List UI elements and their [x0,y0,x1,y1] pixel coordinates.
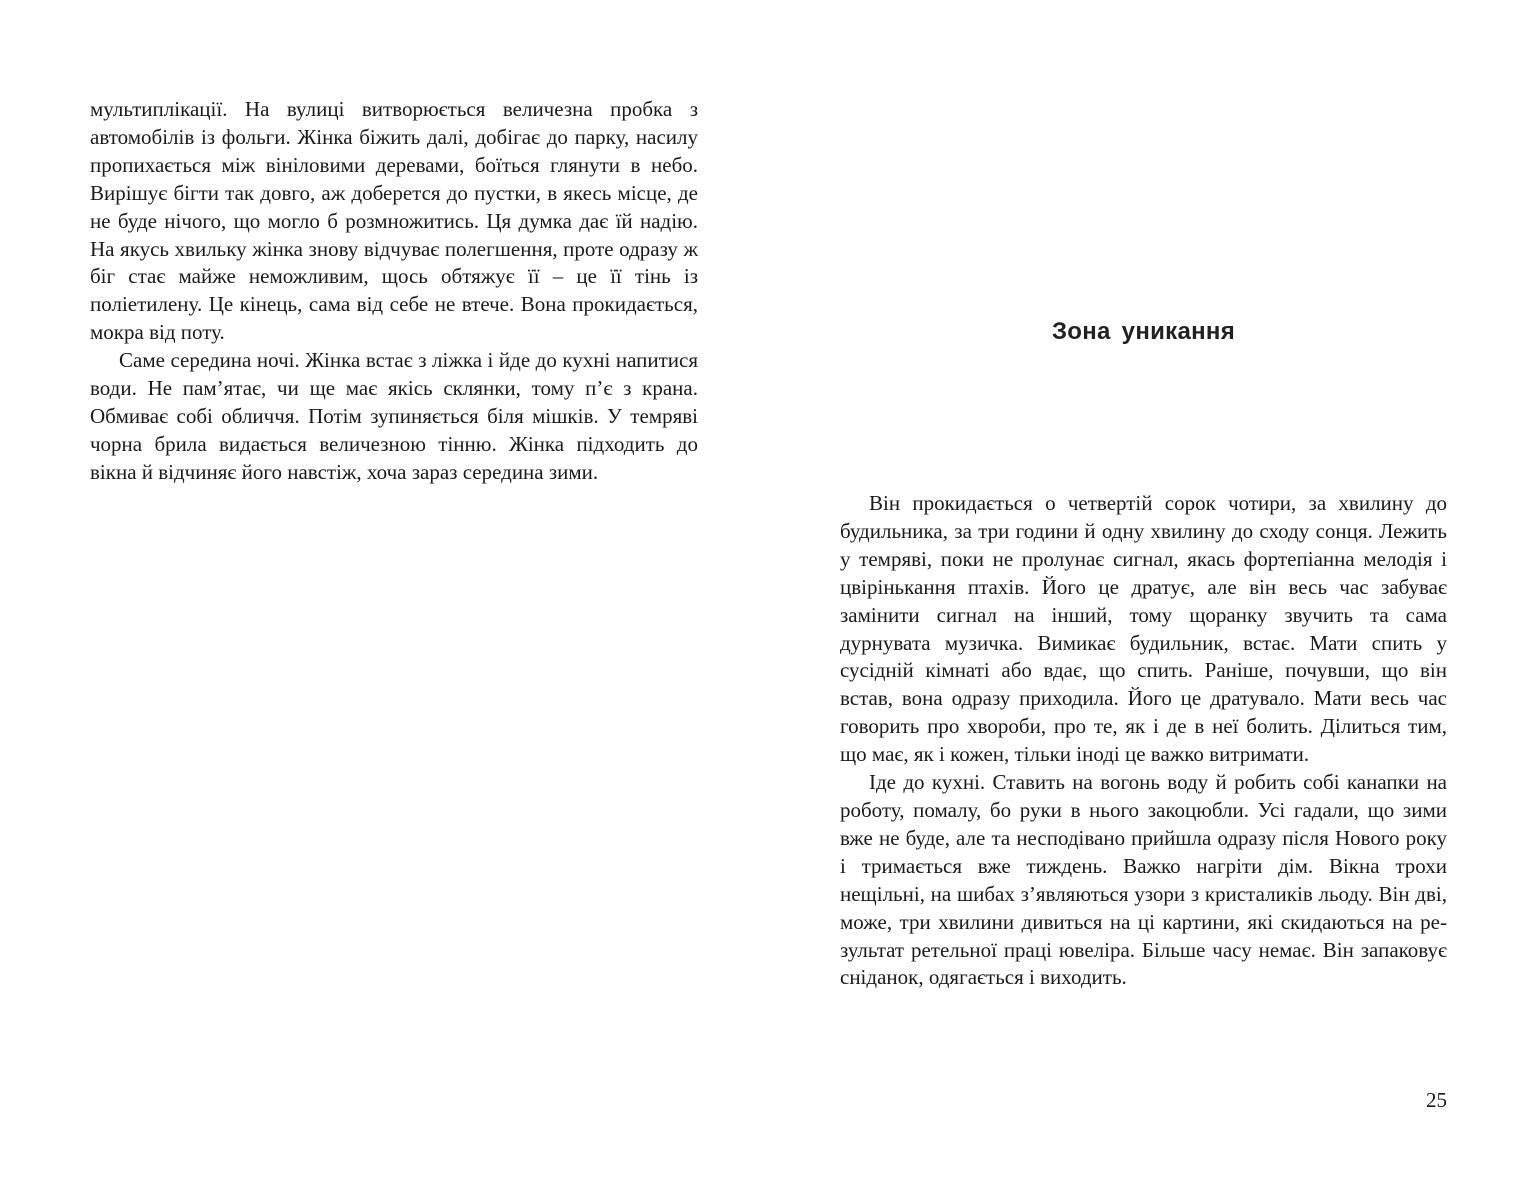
page-number: 25 [1426,1088,1447,1112]
right-page-text [840,490,1447,992]
left-page-text [90,96,698,487]
left-paragraph-1: мультиплікації. На вулиці витворюється величезна пробка з автомобілів із фольги. Жінка біжить далі, добігає до парку, насилу пропихається між вініловими деревами, боїться глянути в небо. Вирішує бігти так довго, аж доберется до пустки, в якесь місце, де не буде нічого, що могло б розмножитись. Ця думка дає їй надію. На якусь хвильку жінка знову відчуває полегшення, проте одразу ж біг стає майже неможливим, щось обтяжує її – це її тінь із поліетилену. Це кінець, сама від себе не втече. Вона прокидається, мокра від поту. [90,97,698,345]
right-paragraph-2: Іде до кухні. Ставить на вогонь воду й робить собі канапки на роботу, помалу, бо руки в нього закоцюбли. Усі гадали, що зими вже не буде, але та несподівано прийшла одразу після Нового року і тримається вже тиждень. Важко нагріти дім. Вікна трохи нещільні, на шибах з’являються узори з кристаликів льоду. Він дві, може, три хвилини дивиться на ці картини, які скидаються на результат ретельної праці ювеліра. Більше часу немає. Він запаковує сніданок, одягається і виходить. [840,770,1447,990]
left-page [90,0,698,1182]
left-paragraph-2: Саме середина ночі. Жінка встає з ліжка і йде до кухні напитися води. Не пам’ятає, чи ще має якісь склянки, тому п’є з крана. Обмиває собі обличчя. Потім зупиняється біля мішків. У темряві чорна брила видається величезною тінню. Жінка підходить до вікна й відчиняє його навстіж, хоча зараз середина зими. [90,348,698,484]
right-page [840,0,1447,1182]
chapter-title: Зона уникання [1051,318,1236,345]
right-paragraph-1: Він прокидається о четвертій сорок чотири, за хвилину до будильника, за три години й одну хвилину до сходу сонця. Лежить у темряві, поки не пролунає сигнал, якась фортепіанна мелодія і цвірінькання птахів. Його це дратує, але він весь час забуває замінити сигнал на інший, тому щоранку звучить та сама дурнувата музичка. Вимикає будильник, встає. Мати спить у сусідній кімнаті або вдає, що спить. Раніше, почувши, що він встав, вона одразу приходила. Його це дратувало. Мати весь час говорить про хвороби, про те, як і де в неї болить. Ділиться тим, що має, як і кожен, тільки іноді це важко витримати. [840,491,1447,767]
